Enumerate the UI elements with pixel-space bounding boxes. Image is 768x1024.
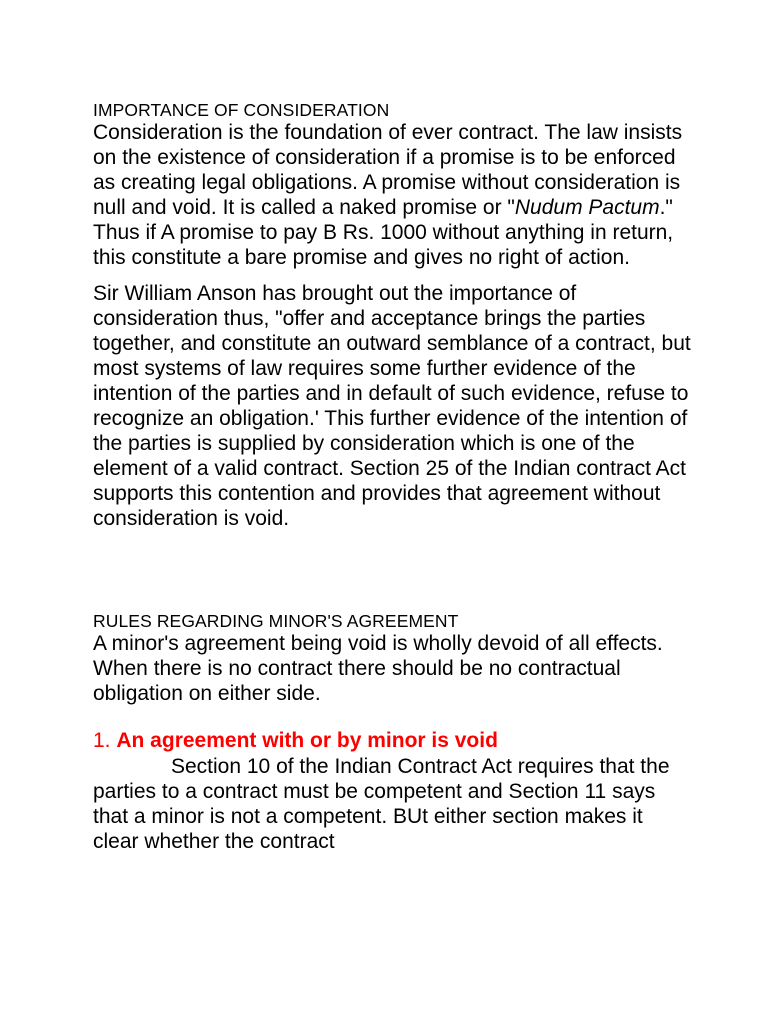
paragraph-text: ." Thus if A promise to pay B Rs. 1000 without anything in return, this constitute a bare promise and gives no right of action. — [93, 196, 674, 270]
section-heading-consideration: IMPORTANCE OF CONSIDERATION — [93, 100, 390, 120]
paragraph-minor-void: A minor's agreement being void is wholly devoid of all effects. When there is no contract there should be no contractual obligation on either side. — [93, 631, 663, 705]
section-heading-minors-agreement: RULES REGARDING MINOR'S AGREEMENT — [93, 610, 459, 631]
paragraph-anson-quote: Sir William Anson has brought out the importance of consideration thus, "offer and acceptance brings the parties together, and constitute an outward semblance of a contract, but most systems of law requires some further evidence of the intention of the parties and in default of such evidence, refuse to recognize an obligation.' This further evidence of the intention of the parties is supplied by consideration which is one of the element of a valid contract. Section 25 of the Indian contract Act supports this contention and provides that agreement without consideration is void. — [93, 281, 691, 531]
rule-1-body — [93, 754, 693, 854]
italic-term: Nudum Pactum — [514, 196, 660, 220]
paragraph-consideration-foundation — [93, 120, 693, 271]
rule-heading-1 — [93, 728, 693, 754]
rule-1-rest: that the parties to a contract must be competent and Section 11 says that a minor is not a competent. BUt either section makes it clear whether the contract — [93, 754, 670, 854]
rule-number: 1. — [93, 728, 111, 752]
paragraph-text: Consideration is the foundation of ever contract. The law insists on the existence of consideration if a promise is to be enforced as creating legal obligations. A promise without consideration is null and void. It is called a naked promise or " — [93, 121, 683, 220]
rule-1-first-line: Section 10 of the Indian Contract Act requires — [171, 754, 594, 778]
rule-title-text: An agreement with or by minor is void — [116, 728, 498, 752]
document-page — [93, 100, 693, 854]
